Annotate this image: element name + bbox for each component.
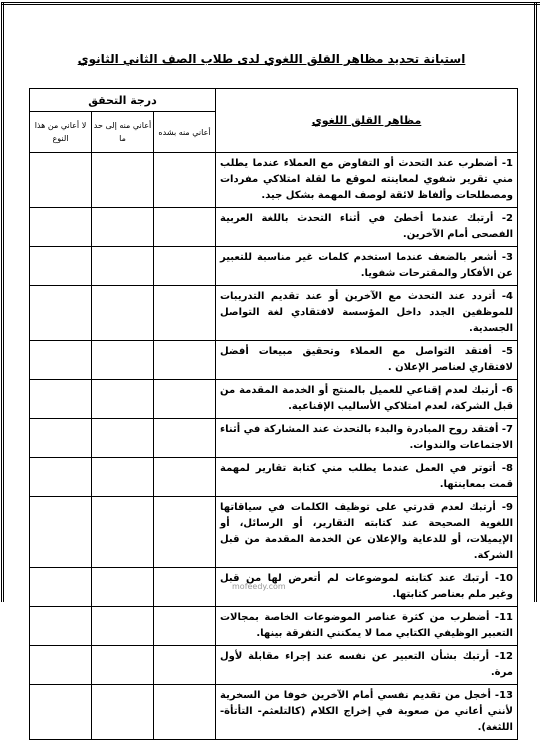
table-row: [30, 208, 518, 247]
items-column-header: مظاهر القلق اللغوي: [216, 89, 518, 153]
answer-cell-somewhat[interactable]: [92, 607, 154, 646]
degree-column-header: درجة التحقق: [30, 89, 216, 112]
option-header-not: لا أعاني من هذا النوع: [30, 112, 92, 153]
item-text: 11- أضطرب من كثرة عناصر الموضوعات الخاصة بمجالات التعبير الوظيفي الكتابي مما لا يمكنني التفرقة بينها.: [216, 607, 518, 646]
answer-cell-strongly[interactable]: [154, 607, 216, 646]
answer-cell-not[interactable]: [30, 247, 92, 286]
answer-cell-strongly[interactable]: [154, 286, 216, 341]
item-text: 8- أتوتر في العمل عندما يطلب مني كتابة تقارير لمهمة قمت بمعاينتها.: [216, 458, 518, 497]
answer-cell-somewhat[interactable]: [92, 568, 154, 607]
answer-cell-not[interactable]: [30, 286, 92, 341]
answer-cell-somewhat[interactable]: [92, 380, 154, 419]
table-row: [30, 341, 518, 380]
item-text: 2- أرتبك عندما أخطئ في أثناء التحدث باللغة العربية الفصحى أمام الآخرين.: [216, 208, 518, 247]
answer-cell-somewhat[interactable]: [92, 286, 154, 341]
item-text: 7- أفتقد روح المبادرة والبدء بالتحدث عند المشاركة في أثناء الاجتماعات والندوات.: [216, 419, 518, 458]
answer-cell-not[interactable]: [30, 208, 92, 247]
answer-cell-not[interactable]: [30, 568, 92, 607]
table-row: [30, 646, 518, 685]
table-row: [30, 497, 518, 568]
table-row: [30, 286, 518, 341]
answer-cell-somewhat[interactable]: [92, 341, 154, 380]
answer-cell-not[interactable]: [30, 685, 92, 740]
table-row: [30, 607, 518, 646]
page-border: [1, 2, 540, 27]
option-header-strongly: أعاني منه بشده: [154, 112, 216, 153]
answer-cell-somewhat[interactable]: [92, 497, 154, 568]
answer-cell-not[interactable]: [30, 646, 92, 685]
table-row: [30, 685, 518, 740]
answer-cell-strongly[interactable]: [154, 568, 216, 607]
option-header-somewhat: أعاني منه إلى حد ما: [92, 112, 154, 153]
answer-cell-somewhat[interactable]: [92, 153, 154, 208]
item-text: 6- أرتبك لعدم إقناعي للعميل بالمنتج أو الخدمة المقدمة من قبل الشركة، لعدم امتلاكي الأساليب الإقناعية.: [216, 380, 518, 419]
answer-cell-somewhat[interactable]: [92, 247, 154, 286]
answer-cell-strongly[interactable]: [154, 458, 216, 497]
answer-cell-strongly[interactable]: [154, 153, 216, 208]
table-row: [30, 458, 518, 497]
table-row: [30, 247, 518, 286]
item-text: 3- أشعر بالضعف عندما استخدم كلمات غير مناسبة للتعبير عن الأفكار والمقترحات شفويا.: [216, 247, 518, 286]
answer-cell-not[interactable]: [30, 380, 92, 419]
questionnaire-table: [29, 88, 518, 740]
item-text: 13- أخجل من تقديم نفسي أمام الآخرين خوفا من السخرية لأنني أعاني من صعوبة في إخراج الكلام (كالتلعثم- التأتأة- اللثغة).: [216, 685, 518, 740]
answer-cell-somewhat[interactable]: [92, 646, 154, 685]
answer-cell-somewhat[interactable]: [92, 419, 154, 458]
answer-cell-not[interactable]: [30, 497, 92, 568]
table-row: [30, 153, 518, 208]
answer-cell-strongly[interactable]: [154, 646, 216, 685]
answer-cell-somewhat[interactable]: [92, 458, 154, 497]
answer-cell-somewhat[interactable]: [92, 208, 154, 247]
answer-cell-not[interactable]: [30, 153, 92, 208]
table-row: [30, 380, 518, 419]
item-text: 10- أرتبك عند كتابته لموضوعات لم أتعرض لها من قبل وغير ملم بعناصر كتابتها.: [216, 568, 518, 607]
item-text: 4- أتردد عند التحدث مع الآخرين أو عند تقديم التدريبات للموظفين الجدد داخل المؤسسة لافتقادي لغة التواصل الجسدية.: [216, 286, 518, 341]
answer-cell-somewhat[interactable]: [92, 685, 154, 740]
item-text: 5- أفتقد التواصل مع العملاء وتحقيق مبيعات أفضل لافتقاري لعناصر الإعلان .: [216, 341, 518, 380]
watermark: mofeedy.com: [232, 582, 286, 591]
answer-cell-strongly[interactable]: [154, 208, 216, 247]
answer-cell-strongly[interactable]: [154, 685, 216, 740]
answer-cell-not[interactable]: [30, 458, 92, 497]
table-row: [30, 419, 518, 458]
item-text: 12- أرتبك بشأن التعبير عن نفسه عند إجراء مقابلة لأول مرة.: [216, 646, 518, 685]
answer-cell-not[interactable]: [30, 341, 92, 380]
answer-cell-not[interactable]: [30, 419, 92, 458]
answer-cell-not[interactable]: [30, 607, 92, 646]
answer-cell-strongly[interactable]: [154, 341, 216, 380]
answer-cell-strongly[interactable]: [154, 380, 216, 419]
answer-cell-strongly[interactable]: [154, 497, 216, 568]
item-text: 1- أضطرب عند التحدث أو التفاوض مع العملاء عندما يطلب مني تقرير شفوي لمعاينته لموقع ما لقلة امتلاكي مفردات ومصطلحات وألفاظ لائقة لوصف المهمة بشكل جيد.: [216, 153, 518, 208]
item-text: 9- أرتبك لعدم قدرتي على توظيف الكلمات في سياقاتها اللغوية الصحيحة عند كتابته التقارير، أو الرسائل، أو الإيميلات، أو للدعاية والإعلان عن الخدمة المقدمة من قبل الشركة.: [216, 497, 518, 568]
answer-cell-strongly[interactable]: [154, 247, 216, 286]
page-title: استبانة تحديد مظاهر القلق اللغوي لدى طلاب الصف الثاني الثانوي: [77, 52, 466, 66]
answer-cell-strongly[interactable]: [154, 419, 216, 458]
